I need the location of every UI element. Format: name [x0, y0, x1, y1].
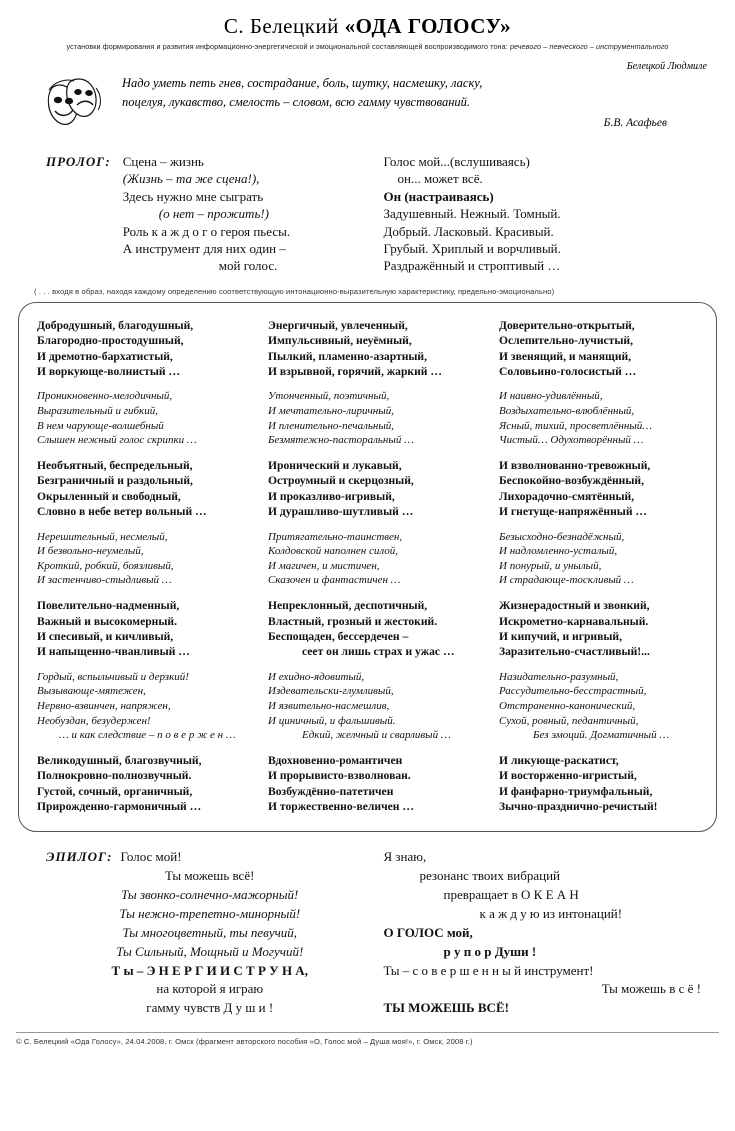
verse-line: Нерешительный, несмелый,	[37, 530, 168, 543]
verse-line: И понурый, и унылый,	[499, 559, 602, 572]
epilogue-line: Ты можешь в с ё !	[601, 981, 701, 997]
table-cell	[254, 384, 481, 453]
verse-line: Беспокойно-возбуждённый,	[499, 474, 644, 488]
verse-line: И ликующе-раскатист,	[499, 753, 619, 767]
verse-line: Непреклонный, деспотичный,	[268, 599, 428, 613]
prologue-line: Раздражённый и строптивый …	[383, 258, 561, 274]
prologue-line: А инструмент для них один –	[122, 241, 286, 257]
verse-line: И воркующе-волнистый …	[37, 365, 181, 379]
verse-line: И дурашливо-шутливый …	[268, 505, 414, 519]
epilogue-line: Ты можешь всё!	[165, 868, 255, 884]
prologue-line: он... может всё.	[397, 171, 483, 187]
verse-line: И дремотно-бархатистый,	[37, 349, 173, 363]
verse-line: И ехидно-ядовитый,	[268, 670, 365, 683]
prologue-line: Он (настраиваясь)	[383, 188, 494, 204]
epilogue-line: гамму чувств Д у ш и !	[146, 1000, 274, 1016]
verse-line: Доверительно-открытый,	[499, 318, 635, 332]
epilogue-right-column	[374, 848, 712, 1018]
epilogue-line: резонанс твоих вибраций	[419, 868, 560, 884]
verse-line: Возбуждённо-патетичен	[268, 784, 394, 798]
prologue-line: Роль к а ж д о г о героя пьесы.	[122, 223, 291, 239]
verse-line: И торжественно-величен …	[268, 800, 414, 814]
verse-line: И мечтательно-лиричный,	[268, 405, 394, 418]
prologue-line: Голос мой...(вслушиваясь)	[383, 154, 530, 169]
verse-line: И взрывной, горячий, жаркий …	[268, 365, 442, 379]
prologue-line: Сцена – жизнь	[122, 154, 204, 169]
prologue-left-lines	[123, 153, 290, 275]
verse-line: Издевательски-глумливый,	[268, 685, 394, 698]
table-cell	[23, 313, 250, 385]
table-cell	[485, 748, 712, 820]
verse-line: Чистый… Одухотворённый …	[499, 434, 644, 447]
verse-line: Прирожденно-гармоничный …	[37, 800, 202, 814]
verse-line: Кроткий, робкий, боязливый,	[37, 559, 174, 572]
intro-note: ( . . . входя в образ, находя каждому определению соответствующую интонационно-выразительную характеристику, предельно-эмоционально)	[34, 286, 555, 296]
verse-line: Ясный, тихий, просветлённый…	[499, 419, 653, 432]
theatre-masks-icon	[44, 74, 116, 139]
table-cell	[254, 453, 481, 525]
verse-line: И взволнованно-тревожный,	[499, 458, 651, 472]
prologue-line: Грубый. Хриплый и ворчливый.	[383, 241, 561, 257]
epilogue-line: Ты многоцветный, ты певучий,	[122, 924, 298, 940]
prologue-line: Здесь нужно мне сыграть	[122, 188, 264, 204]
verse-line: Повелительно-надменный,	[37, 599, 180, 613]
epilogue-label: ЭПИЛОГ:	[46, 849, 113, 865]
table-cell	[485, 384, 712, 453]
prologue-section	[46, 153, 709, 275]
prologue-line: (Жизнь – та же сцена!),	[122, 171, 260, 187]
epilogue-line: Голос мой!	[120, 849, 182, 865]
verse-line: И звенящий, и манящий,	[499, 349, 632, 363]
verse-line: Великодушный, благозвучный,	[37, 753, 202, 767]
subtitle	[0, 42, 735, 51]
table-cell	[254, 313, 481, 385]
verse-line: И безвольно-неумелый,	[37, 545, 144, 558]
epilogue-line: Ты Сильный, Мощный и Могучий!	[116, 943, 304, 959]
verse-line: Необуздан, безудержен!	[37, 714, 151, 727]
verse-line: Беспощаден, бессердечен –	[268, 629, 409, 643]
epilogue-line: Т ы – Э Н Е Р Г И И С Т Р У Н А,	[111, 962, 308, 978]
verse-line: Назидательно-разумный,	[499, 670, 619, 683]
verse-line: Благородно-простодушный,	[37, 334, 184, 348]
verse-line: Словно в небе ветер вольный …	[37, 505, 207, 519]
verse-line: Густой, сочный, органичный,	[37, 784, 193, 798]
verse-line: Важный и высокомерный.	[37, 614, 177, 628]
table-cell	[23, 453, 250, 525]
verse-line: Едкий, желчный и сварливый …	[302, 729, 451, 742]
verse-line: И проказливо-игривый,	[268, 489, 395, 503]
verse-line: Лихорадочно-смятённый,	[499, 489, 635, 503]
verse-line: Заразительно-счастливый!...	[499, 645, 650, 659]
verse-line: В нем чарующе-волшебный	[37, 419, 164, 432]
footer-copyright: © С. Белецкий «Ода Голосу», 24.04.2008, г. Омск (фрагмент авторского пособия «О, Голос мой – Душа моя!», г. Омск, 2008 г.)	[16, 1032, 719, 1046]
epigraph-text	[116, 74, 707, 133]
verse-line: Импульсивный, неуёмный,	[268, 334, 412, 348]
prologue-right-column	[372, 153, 710, 275]
title-author: С. Белецкий	[223, 14, 339, 38]
epilogue-section	[46, 848, 711, 1018]
epilogue-line: Ты нежно-трепетно-минорный!	[119, 906, 301, 921]
verse-line: И магичен, и мистичен,	[268, 559, 380, 572]
verse-line: Гордый, вспыльчивый и дерзкий!	[37, 670, 189, 683]
verse-line: Нервно-взвинчен, напряжен,	[37, 699, 171, 712]
verse-line: И язвительно-насмешлив,	[268, 699, 390, 712]
epilogue-line: к а ж д у ю из интонаций!	[479, 906, 623, 921]
verse-line: Соловьино-голосистый …	[499, 365, 637, 379]
epilogue-line: Ты звонко-солнечно-мажорный!	[121, 887, 299, 903]
prologue-line: мой голос.	[218, 258, 278, 274]
verse-line: Сказочен и фантастичен …	[268, 574, 401, 587]
verse-line: И напыщенно-чванливый …	[37, 645, 190, 659]
verse-line: Добродушный, благодушный,	[37, 318, 194, 332]
table-cell	[485, 453, 712, 525]
verse-line: И фанфарно-триумфальный,	[499, 784, 653, 798]
epilogue-line: ТЫ МОЖЕШЬ ВСЁ!	[383, 1000, 509, 1016]
verse-line: И гнетуще-напряжённый …	[499, 505, 648, 519]
table-cell	[23, 748, 250, 820]
verse-line: Необъятный, беспредельный,	[37, 458, 193, 472]
verse-line: сеет он лишь страх и ужас …	[302, 645, 455, 659]
verse-line: Безысходно-безнадёжный,	[499, 530, 625, 543]
epigraph-line-1: Надо уметь петь гнев, сострадание, боль, шутку, насмешку, ласку,	[122, 76, 483, 90]
epilogue-line: О ГОЛОС мой,	[383, 924, 473, 940]
verse-line: Энергичный, увлеченный,	[268, 318, 408, 332]
verse-line: И пленительно-печальный,	[268, 419, 395, 432]
verse-line: Вдохновенно-романтичен	[268, 753, 403, 767]
verse-line: И кипучий, и игривый,	[499, 629, 622, 643]
title-main: «ОДА ГОЛОСУ»	[344, 14, 512, 38]
verse-line: Ослепительно-лучистый,	[499, 334, 633, 348]
verse-line: Воздыхательно-влюблённый,	[499, 405, 635, 418]
verse-line: Иронический и лукавый,	[268, 458, 402, 472]
epigraph-source: Б.В. Асафьев	[603, 116, 667, 129]
table-cell	[485, 593, 712, 665]
verse-line: Окрыленный и свободный,	[37, 489, 181, 503]
verse-line: И наивно-удивлённый,	[499, 390, 603, 403]
verse-line: Остроумный и скерцозный,	[268, 474, 414, 488]
prologue-line: (о нет – прожить!)	[158, 206, 270, 222]
dedication: Белецкой Людмиле	[626, 61, 707, 72]
verse-line: Безграничный и раздольный,	[37, 474, 193, 488]
epilogue-line: Я знаю,	[383, 849, 427, 865]
voice-qualities-panel	[18, 302, 717, 833]
prologue-line: Задушевный. Нежный. Томный.	[383, 206, 561, 222]
subtitle-italic: речевого – певческого – инструментального	[509, 42, 669, 51]
table-cell	[23, 384, 250, 453]
verse-line: Искрометно-карнавальный.	[499, 614, 649, 628]
verse-line: Сухой, ровный, педантичный,	[499, 714, 639, 727]
verse-line: И застенчиво-стыдливый …	[37, 574, 172, 587]
epilogue-left-column	[46, 848, 374, 1018]
verse-line: Утонченный, поэтичный,	[268, 390, 390, 403]
verse-line: Колдовской наполнен силой,	[268, 545, 399, 558]
verse-line: Вызывающе-мятежен,	[37, 685, 146, 698]
table-cell	[485, 313, 712, 385]
prologue-line: Добрый. Ласковый. Красивый.	[383, 223, 554, 239]
prologue-left-column	[46, 153, 372, 275]
verse-line: Зычно-празднично-речистый!	[499, 800, 658, 814]
epilogue-line: р у п о р Души !	[443, 943, 537, 959]
verse-line: И прорывисто-взволнован.	[268, 769, 411, 783]
table-cell	[254, 525, 481, 594]
verse-line: Жизнерадостный и звонкий,	[499, 599, 650, 613]
verse-line: Пылкий, пламенно-азартный,	[268, 349, 428, 363]
epilogue-line: Ты – с о в е р ш е н н ы й инструмент!	[383, 962, 594, 978]
epigraph-line-2: поцелуя, лукавство, смелость – словом, всю гамму чувствований.	[122, 95, 471, 110]
table-cell	[23, 593, 250, 665]
table-cell	[254, 665, 481, 748]
verse-line: И надломленно-усталый,	[499, 545, 618, 558]
document-page	[0, 14, 735, 1131]
verse-line: Проникновенно-мелодичный,	[37, 390, 173, 403]
verse-line: Выразительный и гибкий,	[37, 405, 158, 418]
prologue-label: ПРОЛОГ:	[46, 154, 111, 169]
verse-line: Властный, грозный и жестокий.	[268, 614, 438, 628]
epilogue-first-line	[46, 848, 374, 867]
verse-line: И страдающе-тоскливый …	[499, 574, 634, 587]
table-cell	[254, 593, 481, 665]
verse-line: … и как следствие – п о в е р ж е н …	[59, 729, 236, 742]
table-cell	[23, 665, 250, 748]
table-cell	[485, 665, 712, 748]
verse-line: Рассудительно-бесстрастный,	[499, 685, 647, 698]
verse-line: И восторженно-игристый,	[499, 769, 637, 783]
verse-line: И циничный, и фальшивый.	[268, 714, 396, 727]
verse-line: Полнокровно-полнозвучный.	[37, 769, 192, 783]
epilogue-line: превращает в О К Е А Н	[443, 887, 579, 903]
subtitle-plain: установки формирования и развития информационно-энергетической и эмоциональной составляющей воспроизводимого тона:	[66, 42, 508, 51]
verse-line: Безмятежно-пасторальный …	[268, 434, 414, 447]
verse-line: И спесивый, и кичливый,	[37, 629, 174, 643]
verse-line: Без эмоций. Догматичный …	[533, 729, 670, 742]
table-cell	[23, 525, 250, 594]
page-title	[0, 14, 735, 39]
verse-line: Слышен нежный голос скрипки …	[37, 434, 197, 447]
table-cell	[254, 748, 481, 820]
epilogue-line: на которой я играю	[156, 981, 264, 997]
epigraph-block	[44, 74, 707, 139]
verse-line: Притягательно-таинствен,	[268, 530, 403, 543]
verse-line: Отстраненно-канонический,	[499, 699, 636, 712]
voice-qualities-grid	[23, 313, 712, 820]
table-cell	[485, 525, 712, 594]
